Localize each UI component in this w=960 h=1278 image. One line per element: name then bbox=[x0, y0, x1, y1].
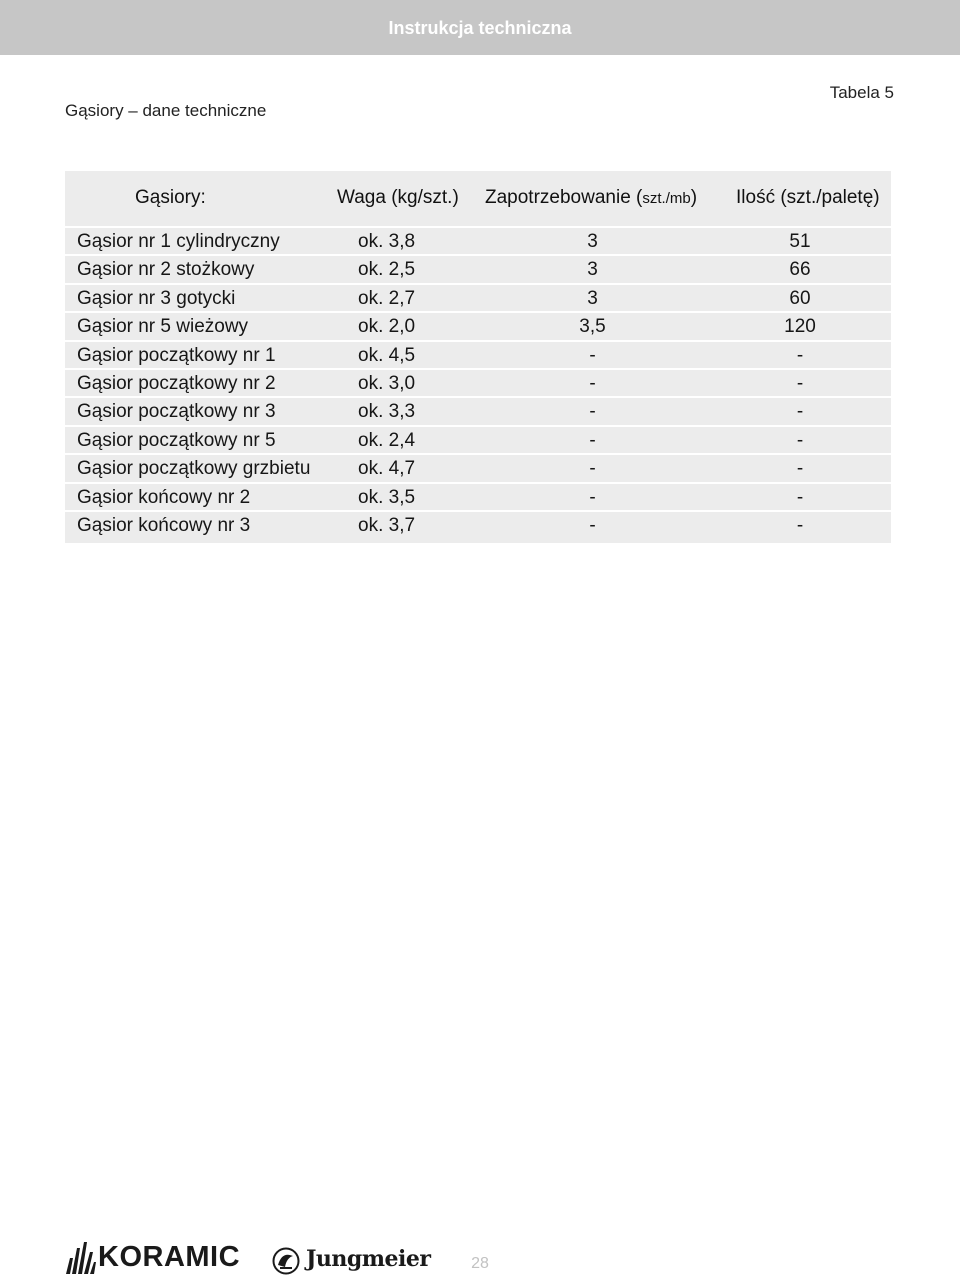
cell-weight: ok. 2,5 bbox=[358, 259, 416, 281]
cell-weight: ok. 4,7 bbox=[358, 458, 416, 480]
cell-requirement: 3 bbox=[587, 259, 598, 281]
document-subtitle: Gąsiory – dane techniczne bbox=[65, 101, 267, 120]
cell-weight: ok. 3,3 bbox=[358, 401, 416, 423]
header-requirement bbox=[485, 187, 697, 209]
cell-name: Gąsior początkowy nr 2 bbox=[77, 372, 276, 394]
jungmeier-logo-text: Jungmeier bbox=[306, 1246, 431, 1272]
table-row bbox=[65, 425, 891, 453]
cell-weight: ok. 3,7 bbox=[358, 514, 416, 536]
cell-requirement: 3 bbox=[587, 231, 598, 252]
cell-name: Gąsior końcowy nr 2 bbox=[77, 486, 251, 508]
cell-name: Gąsior początkowy nr 5 bbox=[77, 429, 276, 451]
header-requirement-close: ) bbox=[690, 187, 698, 208]
table-row bbox=[65, 368, 891, 396]
cell-quantity: - bbox=[796, 514, 804, 536]
cell-name: Gąsior początkowy grzbietu bbox=[77, 458, 311, 480]
cell-quantity: 66 bbox=[789, 259, 811, 281]
table-row bbox=[65, 254, 891, 282]
cell-weight: ok. 2,4 bbox=[358, 429, 416, 451]
table-header bbox=[65, 171, 891, 226]
cell-name: Gąsior początkowy nr 3 bbox=[77, 401, 276, 423]
cell-weight: ok. 4,5 bbox=[358, 344, 416, 366]
cell-quantity: - bbox=[796, 401, 804, 423]
cell-quantity: - bbox=[796, 429, 804, 451]
header-requirement-label: Zapotrzebowanie ( bbox=[485, 187, 643, 208]
table-row bbox=[65, 510, 891, 538]
cell-name: Gąsior nr 5 wieżowy bbox=[77, 316, 249, 338]
header-title: Instrukcja techniczna bbox=[388, 18, 572, 38]
koramic-logo-text: KORAMIC bbox=[98, 1241, 241, 1273]
table-row bbox=[65, 340, 891, 368]
specification-table bbox=[65, 171, 891, 543]
cell-requirement: - bbox=[589, 514, 596, 536]
page-number: 28 bbox=[471, 1255, 489, 1272]
cell-requirement: - bbox=[589, 429, 596, 451]
cell-name: Gąsior nr 3 gotycki bbox=[77, 287, 236, 309]
cell-name: Gąsior nr 1 cylindryczny bbox=[77, 231, 280, 252]
cell-requirement: 3,5 bbox=[579, 316, 606, 338]
header-name: Gąsiory: bbox=[135, 187, 206, 208]
cell-quantity: 120 bbox=[784, 316, 816, 338]
cell-requirement: - bbox=[589, 486, 596, 508]
table-row bbox=[65, 482, 891, 510]
cell-requirement: 3 bbox=[587, 287, 598, 309]
cell-requirement: - bbox=[589, 401, 596, 423]
cell-quantity: 51 bbox=[789, 231, 811, 252]
table-label: Tabela 5 bbox=[829, 83, 894, 102]
cell-quantity: - bbox=[796, 344, 804, 366]
table-row bbox=[65, 311, 891, 339]
cell-quantity: 60 bbox=[789, 287, 811, 309]
header-bar bbox=[0, 0, 960, 55]
table-row bbox=[65, 453, 891, 481]
cell-weight: ok. 3,5 bbox=[358, 486, 416, 508]
cell-requirement: - bbox=[589, 344, 596, 366]
header-weight: Waga (kg/szt.) bbox=[337, 187, 459, 208]
cell-weight: ok. 2,7 bbox=[358, 287, 416, 309]
header-quantity: Ilość (szt./paletę) bbox=[736, 187, 880, 208]
table-row bbox=[65, 226, 891, 254]
cell-name: Gąsior nr 2 stożkowy bbox=[77, 259, 255, 281]
table-body bbox=[65, 226, 891, 538]
cell-weight: ok. 3,0 bbox=[358, 372, 416, 394]
cell-quantity: - bbox=[796, 372, 804, 394]
cell-quantity: - bbox=[796, 458, 804, 480]
header-requirement-unit: szt./mb bbox=[642, 190, 691, 207]
cell-quantity: - bbox=[796, 486, 804, 508]
cell-weight: ok. 3,8 bbox=[358, 231, 416, 252]
cell-name: Gąsior początkowy nr 1 bbox=[77, 344, 276, 366]
cell-requirement: - bbox=[589, 372, 596, 394]
cell-name: Gąsior końcowy nr 3 bbox=[77, 514, 251, 536]
table-row bbox=[65, 283, 891, 311]
table-row bbox=[65, 396, 891, 424]
cell-requirement: - bbox=[589, 458, 596, 480]
cell-weight: ok. 2,0 bbox=[358, 316, 416, 338]
